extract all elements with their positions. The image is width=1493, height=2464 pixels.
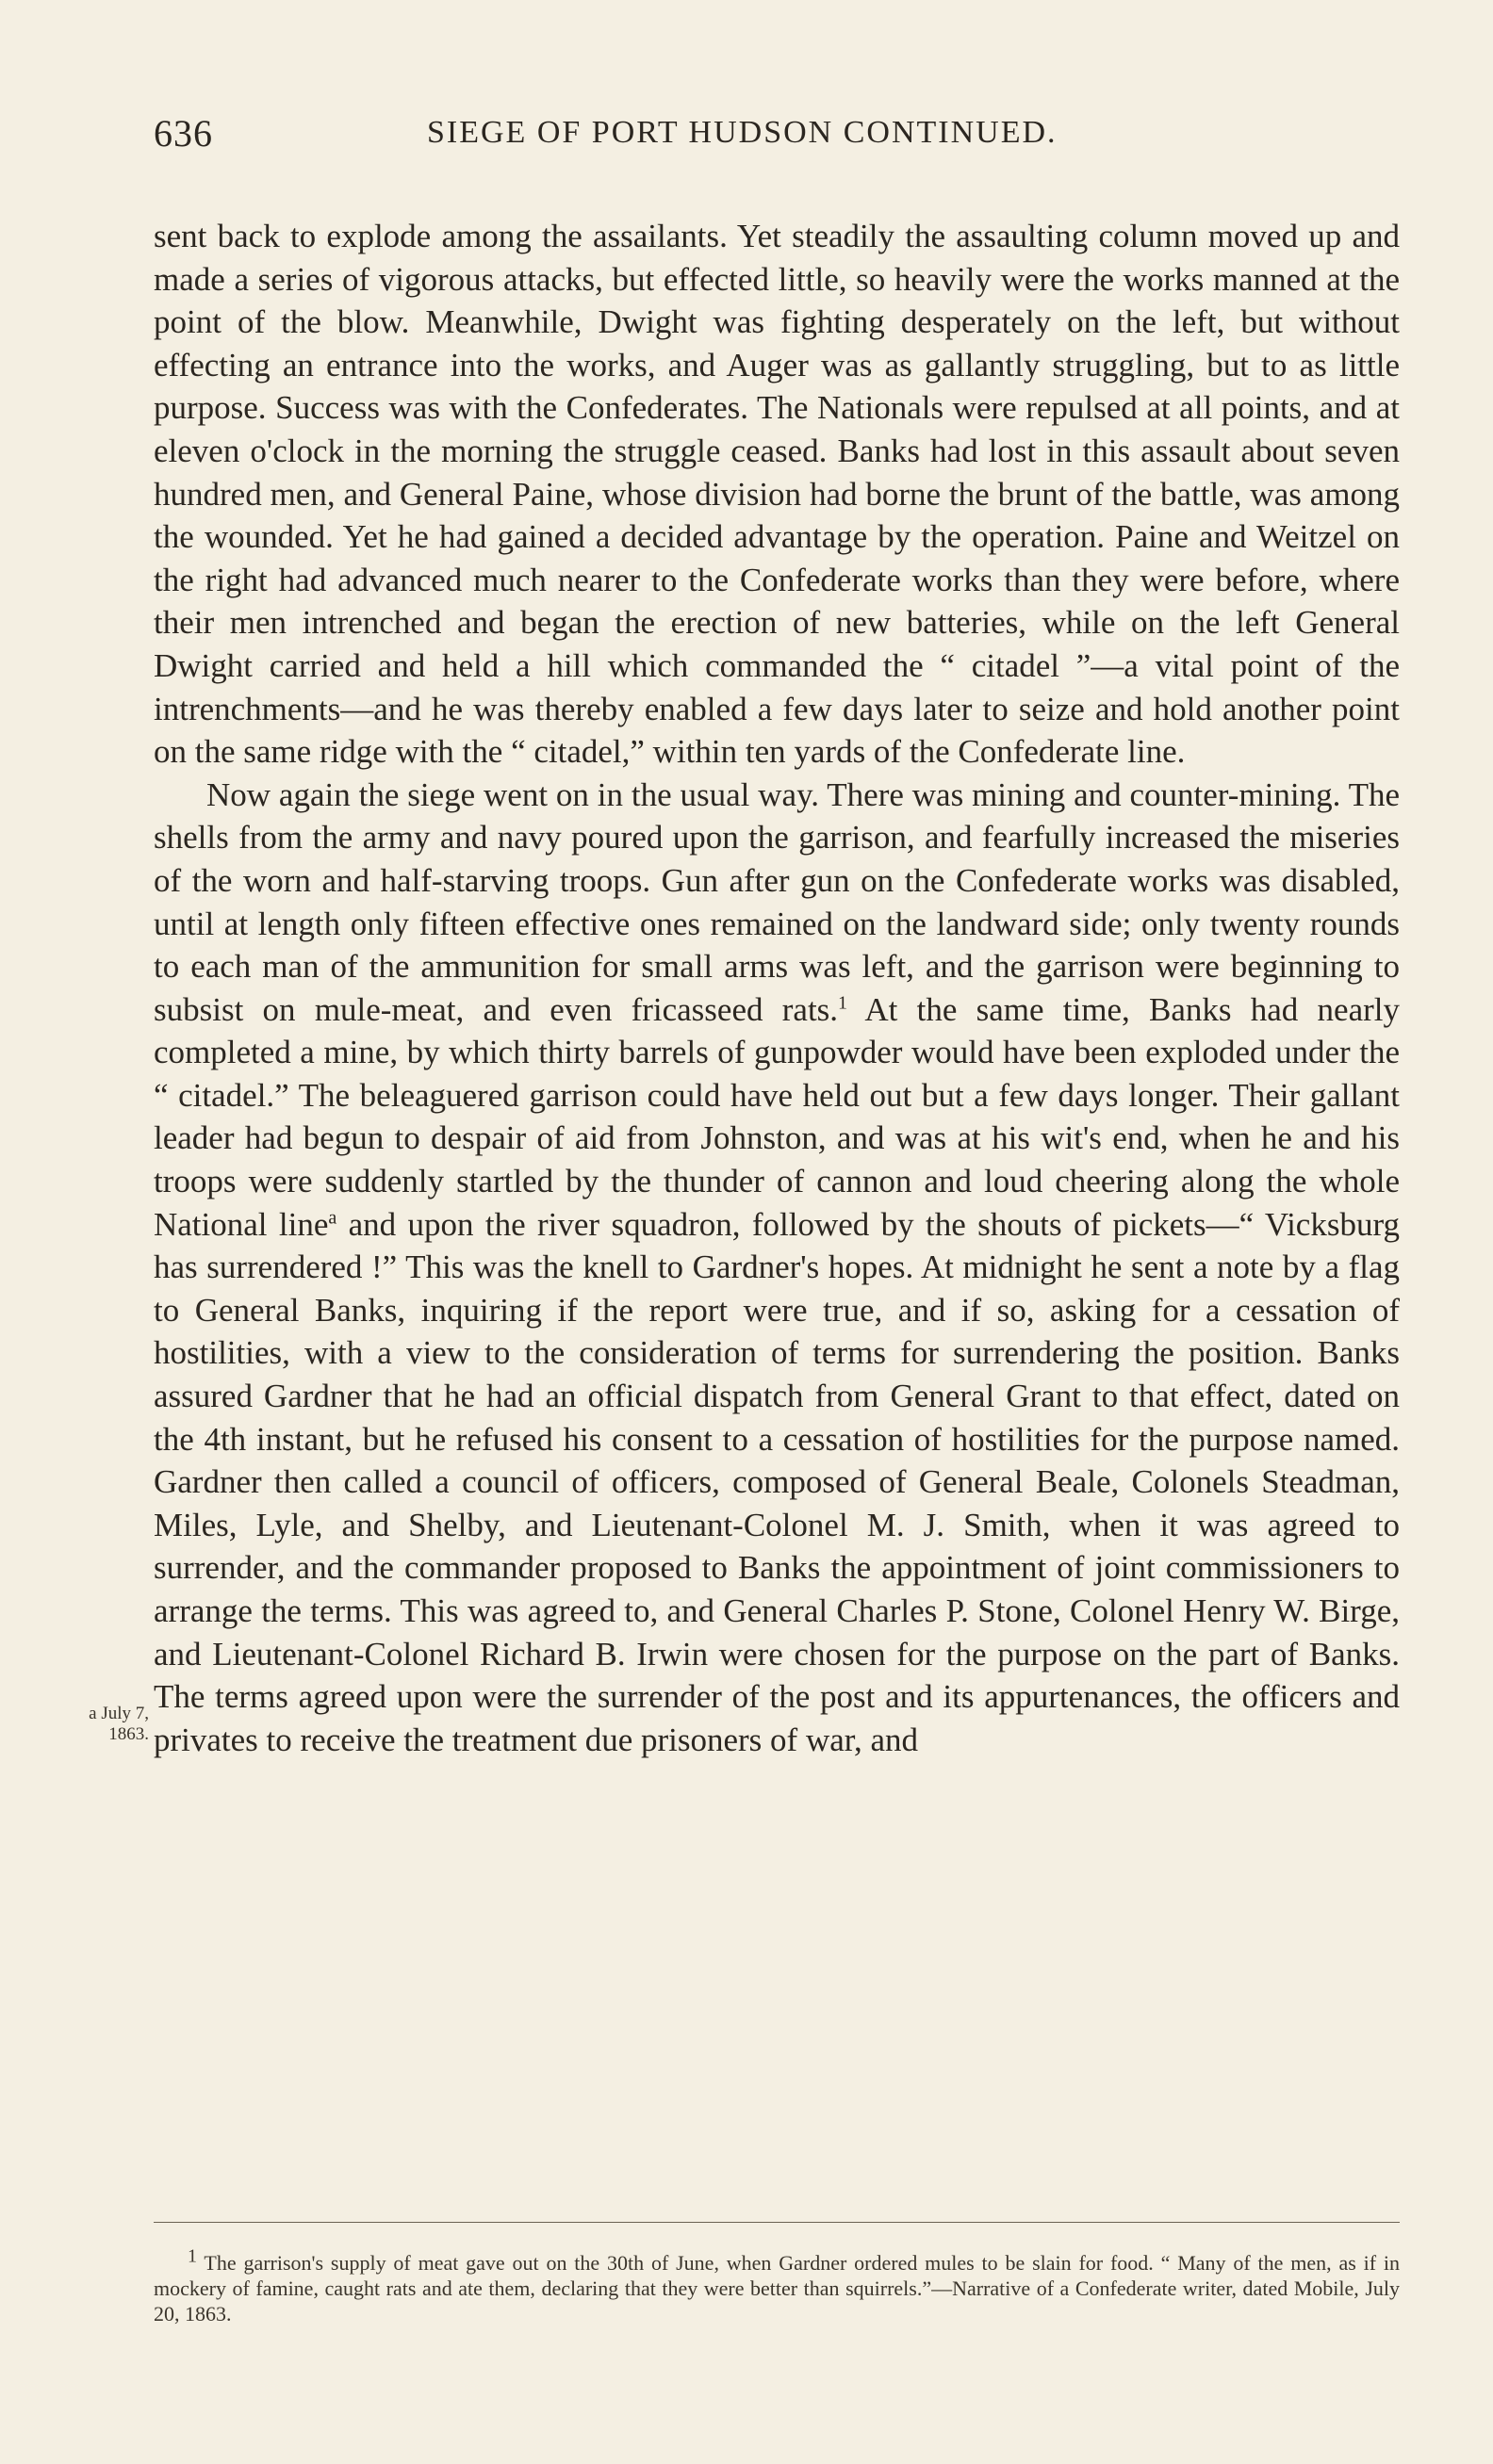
paragraph-1: sent back to explode among the assailants. Yet steadily the assaulting column moved up and made a series of vigorous attacks, but effected little, so heavily were the works manned at the point of the blow. Meanwhile, Dwight was fighting desperately on the left, but without effecting an entrance into the works, and Auger was as gallantly struggling, but to as little purpose. Success was with the Confederates. The Nationals were repulsed at all points, and at eleven o'clock in the morning the struggle ceased. Banks had lost in this assault about seven hundred men, and General Paine, whose division had borne the brunt of the battle, was among the wounded. Yet he had gained a decided advantage by the operation. Paine and Weitzel on the right had advanced much nearer to the Confederate works than they were before, where their men intrenched and began the erection of new batteries, while on the left General Dwight carried and held a hill which commanded the “ citadel ”—a vital point of the intrenchments—and he was thereby enabled a few days later to seize and hold another point on the same ridge with the “ citadel,” within ten yards of the Confederate line. [154,218,1400,771]
footnote [154,2245,1400,2326]
paragraph-2-part-c: and upon the river squadron, followed by the shouts of pickets—“ Vicksburg has surrendered !” This was the knell to Gardner's hopes. At midnight he sent a note by a flag to General Banks, inquiring if the report were true, and if so, asking for a cessation of hostilities, with a view to the consideration of terms for surrendering the position. Banks assured Gardner that he had an official dispatch from General Grant to that effect, dated on the 4th instant, but he refused his consent to a cessation of hostilities for the purpose named. Gardner then called a council of officers, composed of General Beale, Colonels Steadman, Miles, Lyle, and Shelby, and Lieutenant-Colonel M. J. Smith, when it was agreed to surrender, and the commander proposed to Banks the appointment of joint commissioners to arrange the terms. This was agreed to, and General Charles P. Stone, Colonel Henry W. Birge, and Lieutenant-Colonel Richard B. Irwin were chosen for the purpose on the part of Banks. The terms agreed upon were the surrender of the post and its appurtenances, the officers and privates to receive the treatment due prisoners of war, and [154,1205,1400,1758]
marginal-note-reference: a [328,1207,337,1228]
marginal-note-line-2: 1863. [108,1724,149,1744]
running-head: SIEGE OF PORT HUDSON CONTINUED. [427,115,1058,150]
paragraph-2-part-b: At the same time, Banks had nearly completed a mine, by which thirty barrels of gunpowder would have been exploded under the “ citadel.” The beleaguered garrison could have held out but a few days longer. Their gallant leader had begun to despair of aid from Johnston, and was at his wit's end, when he and his troops were suddenly startled by the thunder of cannon and loud cheering along the whole National line [154,990,1400,1243]
footnote-divider [154,2222,1400,2223]
page-number: 636 [154,112,213,155]
footnote-text: The garrison's supply of meat gave out on the 30th of June, when Gardner ordered mules to be slain for food. “ Many of the men, as if in mockery of famine, caught rats and ate them, declaring that they were better than squirrels.”—Narrative of a Confederate writer, dated Mobile, July 20, 1863. [154,2251,1400,2325]
body-text [89,215,1400,1761]
paragraph-2 [154,774,1400,1762]
footnote-number: 1 [188,2245,197,2267]
paragraph-2-part-a: Now again the siege went on in the usual way. There was mining and counter-mining. The shells from the army and navy poured upon the garrison, and fearfully increased the miseries of the worn and half-starving troops. Gun after gun on the Confederate works was disabled, until at length only fifteen effective ones remained on the landward side; only twenty rounds to each man of the ammunition for small arms was left, and the garrison were beginning to subsist on mule-meat, and even fricasseed rats. [154,775,1400,1028]
marginal-note-line-1: a July 7, [89,1704,149,1723]
page-header [154,111,1399,168]
marginal-date-note [55,1704,149,1745]
footnote-reference: 1 [838,992,848,1014]
